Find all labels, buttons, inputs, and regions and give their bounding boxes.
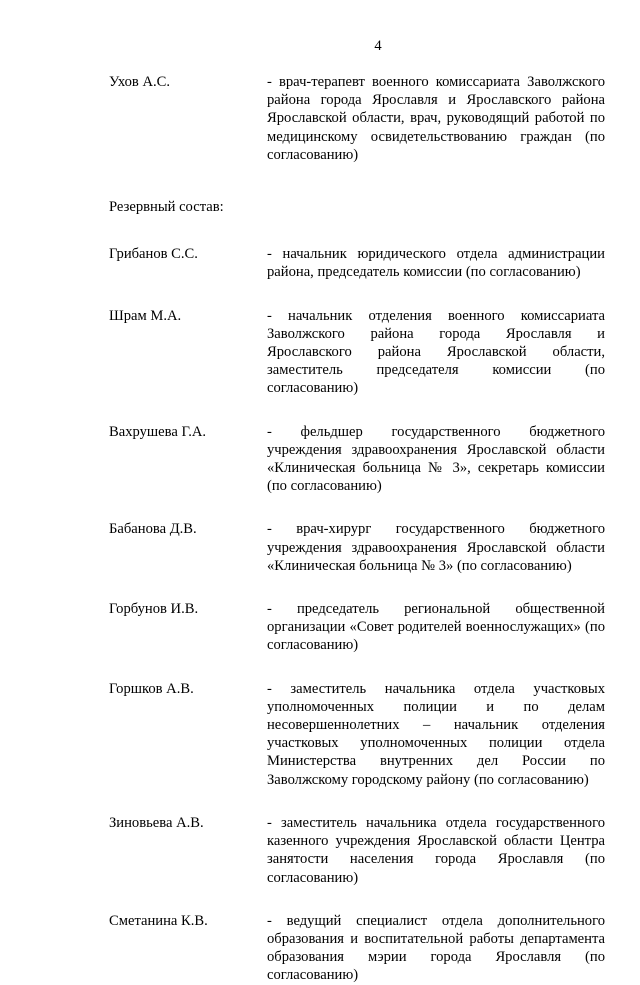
member-description: - врач-хирург государственного бюджетного учреждения здравоохранения Ярославской области «Клиническая больница № 3» (по согласованию) bbox=[267, 521, 605, 574]
member-description: - начальник юридического отдела администрации района, председатель комиссии (по согласованию) bbox=[267, 246, 605, 281]
member-entry bbox=[109, 307, 605, 398]
reserve-heading: Резервный состав: bbox=[109, 199, 224, 216]
commission-members-list bbox=[109, 73, 605, 985]
member-description: - врач-терапевт военного комиссариата Заволжского района города Ярославля и Ярославского района Ярославской области, врач, руководящий работой по медицинскому освидетельствованию граждан (по согласованию) bbox=[267, 74, 605, 163]
member-description: - председатель региональной общественной организации «Совет родителей военнослужащих» (по согласованию) bbox=[267, 601, 605, 654]
member-entry bbox=[109, 680, 605, 789]
member-entry bbox=[109, 912, 605, 985]
member-name: Зиновьева А.В. bbox=[109, 814, 204, 831]
member-entry bbox=[109, 814, 605, 887]
member-name: Грибанов С.С. bbox=[109, 246, 198, 263]
member-name: Горшков А.В. bbox=[109, 680, 194, 697]
member-entry bbox=[109, 600, 605, 655]
member-entry bbox=[109, 245, 605, 281]
member-entry bbox=[109, 520, 605, 575]
page-number: 4 bbox=[374, 38, 382, 54]
member-name: Сметанина К.В. bbox=[109, 912, 208, 929]
member-entry bbox=[109, 73, 605, 164]
member-entry bbox=[109, 423, 605, 496]
member-name: Горбунов И.В. bbox=[109, 601, 199, 618]
member-description: - ведущий специалист отдела дополнительного образования и воспитательной работы департамента образования мэрии города Ярославля (по согласованию) bbox=[267, 912, 605, 984]
member-name: Вахрушева Г.А. bbox=[109, 423, 207, 440]
member-name: Бабанова Д.В. bbox=[109, 521, 197, 538]
member-name: Ухов А.С. bbox=[109, 74, 171, 90]
member-description: - заместитель начальника отдела участковых уполномоченных полиции и по делам несовершеннолетних – начальник отделения участковых уполномоченных полиции отдела Министерства внутренних дел России по Заволжскому городскому району (по согласованию) bbox=[267, 680, 605, 788]
member-description: - заместитель начальника отдела государственного казенного учреждения Ярославской области Центра занятости населения города Ярославля (по согласованию) bbox=[267, 814, 605, 886]
member-name: Шрам М.А. bbox=[109, 307, 182, 324]
member-description: - начальник отделения военного комиссариата Заволжского района города Ярославля и Ярославского района Ярославской области, заместитель председателя комиссии (по согласованию) bbox=[267, 307, 605, 397]
member-description: - фельдшер государственного бюджетного учреждения здравоохранения Ярославской области «Клиническая больница № 3», секретарь комиссии (по согласованию) bbox=[267, 423, 605, 495]
